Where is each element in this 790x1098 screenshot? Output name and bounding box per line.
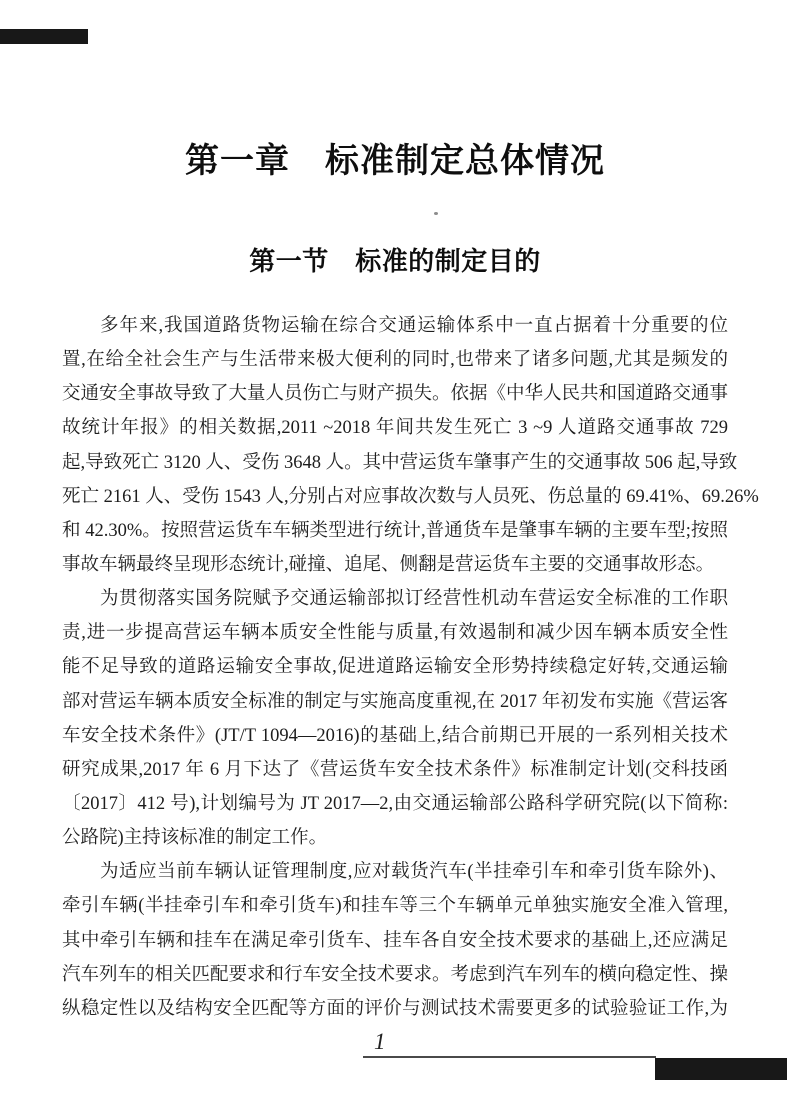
text-line: 汽车列车的相关匹配要求和行车安全技术要求。考虑到汽车列车的横向稳定性、操 [62, 964, 729, 985]
body-text [62, 309, 759, 1026]
scan-speck [434, 212, 438, 215]
scan-artifact-bar-bottom-right [655, 1058, 787, 1080]
text-line: 和 42.30%。按照营运货车车辆类型进行统计,普通货车是肇事车辆的主要车型;按照 [62, 520, 728, 541]
text-line: 研究成果,2017 年 6 月下达了《营运货车安全技术条件》标准制定计划(交科技函 [62, 759, 728, 780]
scan-artifact-bar-top-left [0, 29, 88, 44]
footer-rule [363, 1056, 656, 1058]
text-line: 车安全技术条件》(JT/T 1094—2016)的基础上,结合前期已开展的一系列相关技术 [62, 725, 728, 746]
text-line: 为适应当前车辆认证管理制度,应对载货汽车(半挂牵引车和牵引货车除外)、 [100, 862, 728, 883]
text-line: 部对营运车辆本质安全标准的制定与实施高度重视,在 2017 年初发布实施《营运客 [62, 691, 728, 712]
text-line: 故统计年报》的相关数据,2011 ~2018 年间共发生死亡 3 ~9 人道路交通事故 729 [62, 418, 728, 439]
text-line: 能不足导致的道路运输安全事故,促进道路运输安全形势持续稳定好转,交通运输 [62, 657, 728, 678]
text-line: 公路院)主持该标准的制定工作。 [62, 828, 328, 849]
section-title: 第一节 标准的制定目的 [249, 246, 541, 276]
text-line: 为贯彻落实国务院赋予交通运输部拟订经营性机动车营运安全标准的工作职 [100, 589, 728, 610]
text-line: 其中牵引车辆和挂车在满足牵引货车、挂车各自安全技术要求的基础上,还应满足 [62, 930, 728, 951]
text-line: 死亡 2161 人、受伤 1543 人,分别占对应事故次数与人员死、伤总量的 69.41%、69.26% [62, 486, 759, 507]
chapter-title: 第一章 标准制定总体情况 [185, 142, 605, 180]
text-line: 事故车辆最终呈现形态统计,碰撞、追尾、侧翻是营运货车主要的交通事故形态。 [62, 554, 715, 575]
text-line: 多年来,我国道路货物运输在综合交通运输体系中一直占据着十分重要的位 [100, 316, 728, 336]
text-line: 牵引车辆(半挂牵引车和牵引货车)和挂车等三个车辆单元单独实施安全准入管理, [62, 896, 728, 917]
text-line: 责,进一步提高营运车辆本质安全性能与质量,有效遏制和减少因车辆本质安全性 [62, 623, 728, 644]
text-line: 起,导致死亡 3120 人、受伤 3648 人。其中营运货车肇事产生的交通事故 506 起,导致 [62, 452, 738, 473]
text-line: 纵稳定性以及结构安全匹配等方面的评价与测试技术需要更多的试验验证工作,为 [62, 998, 728, 1019]
text-line: 〔2017〕412 号),计划编号为 JT 2017—2,由交通运输部公路科学研究院(以下简称: [62, 793, 728, 814]
text-line: 交通安全事故导致了大量人员伤亡与财产损失。依据《中华人民共和国道路交通事 [62, 384, 729, 405]
page-number: 1 [374, 1029, 386, 1054]
text-line: 置,在给全社会生产与生活带来极大便利的同时,也带来了诸多问题,尤其是频发的 [62, 350, 728, 371]
